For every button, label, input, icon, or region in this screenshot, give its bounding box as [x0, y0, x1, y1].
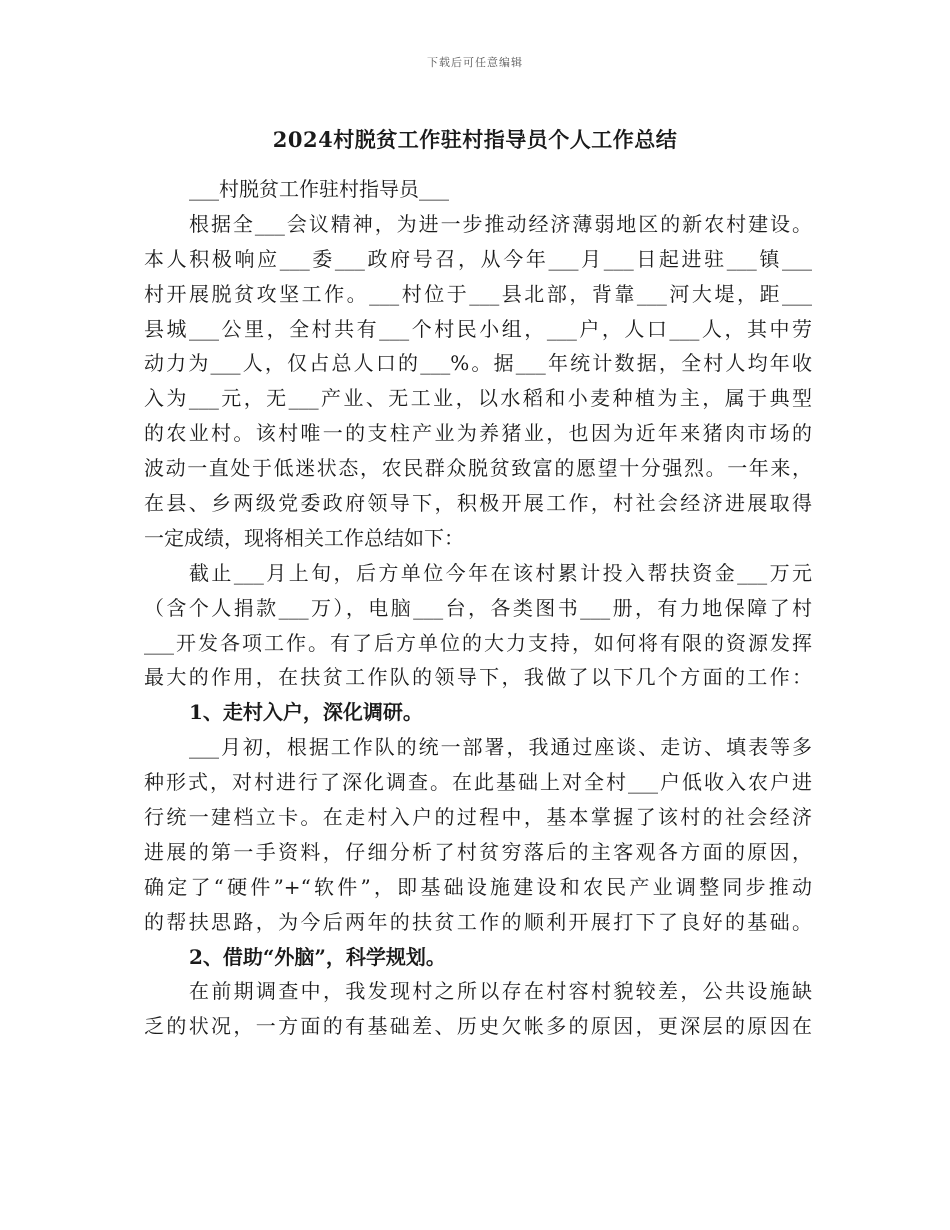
body-line: 行统一建档立卡。在走村入户的过程中，基本掌握了该村的社会经济	[144, 805, 812, 830]
body-line: 一定成绩，现将相关工作总结如下：	[144, 525, 464, 550]
document-body	[144, 172, 812, 1044]
body-line: 在前期调查中，我发现村之所以存在村容村貌较差，公共设施缺	[189, 979, 812, 1004]
body-line: 本人积极响应___委___政府号召，从今年___月___日起进驻___镇___	[144, 246, 812, 271]
body-line: ___村脱贫工作驻村指导员___	[189, 177, 449, 201]
body-line: 入为___元，无___产业、无工业，以水稻和小麦种植为主，属于典型	[144, 386, 812, 411]
body-line: 动力为___人，仅占总人口的___%。据___年统计数据，全村人均年收	[144, 351, 812, 376]
document-title: 2024村脱贫工作驻村指导员个人工作总结	[272, 127, 678, 152]
body-line: 乏的状况，一方面的有基础差、历史欠帐多的原因，更深层的原因在	[144, 1014, 812, 1039]
body-line: 种形式，对村进行了深化调查。在此基础上对全村___户低收入农户进	[144, 770, 812, 795]
body-line: 最大的作用，在扶贫工作队的领导下，我做了以下几个方面的工作：	[144, 665, 812, 690]
body-line: ___月初，根据工作队的统一部署，我通过座谈、走访、填表等多	[189, 735, 812, 760]
body-line: 县城___公里，全村共有___个村民小组，___户，人口___人，其中劳	[144, 316, 812, 341]
body-line: 在县、乡两级党委政府领导下，积极开展工作，村社会经济进展取得	[144, 491, 812, 516]
body-line: 波动一直处于低迷状态，农民群众脱贫致富的愿望十分强烈。一年来，	[144, 456, 812, 481]
body-line: ___开发各项工作。有了后方单位的大力支持，如何将有限的资源发挥	[144, 630, 812, 655]
body-line: 村开展脱贫攻坚工作。___村位于___县北部，背靠___河大堤，距___	[144, 281, 812, 306]
page-header-caption: 下载后可任意编辑	[427, 56, 523, 69]
body-line: 根据全___会议精神，为进一步推动经济薄弱地区的新农村建设。	[189, 211, 812, 236]
body-line: 的帮扶思路，为今后两年的扶贫工作的顺利开展打下了良好的基础。	[144, 909, 812, 934]
body-line: 截止___月上旬，后方单位今年在该村累计投入帮扶资金___万元	[189, 560, 812, 585]
body-line: 的农业村。该村唯一的支柱产业为养猪业，也因为近年来猪肉市场的	[144, 421, 812, 446]
body-line: 确定了“硬件”+“软件”，即基础设施建设和农民产业调整同步推动	[144, 874, 812, 899]
section-heading: 2、借助“外脑”，科学规划。	[189, 944, 446, 969]
body-line: 进展的第一手资料，仔细分析了村贫穷落后的主客观各方面的原因，	[144, 839, 812, 864]
section-heading: 1、走村入户，深化调研。	[189, 700, 423, 725]
body-line: （含个人捐款___万），电脑___台，各类图书___册，有力地保障了村	[144, 595, 812, 620]
